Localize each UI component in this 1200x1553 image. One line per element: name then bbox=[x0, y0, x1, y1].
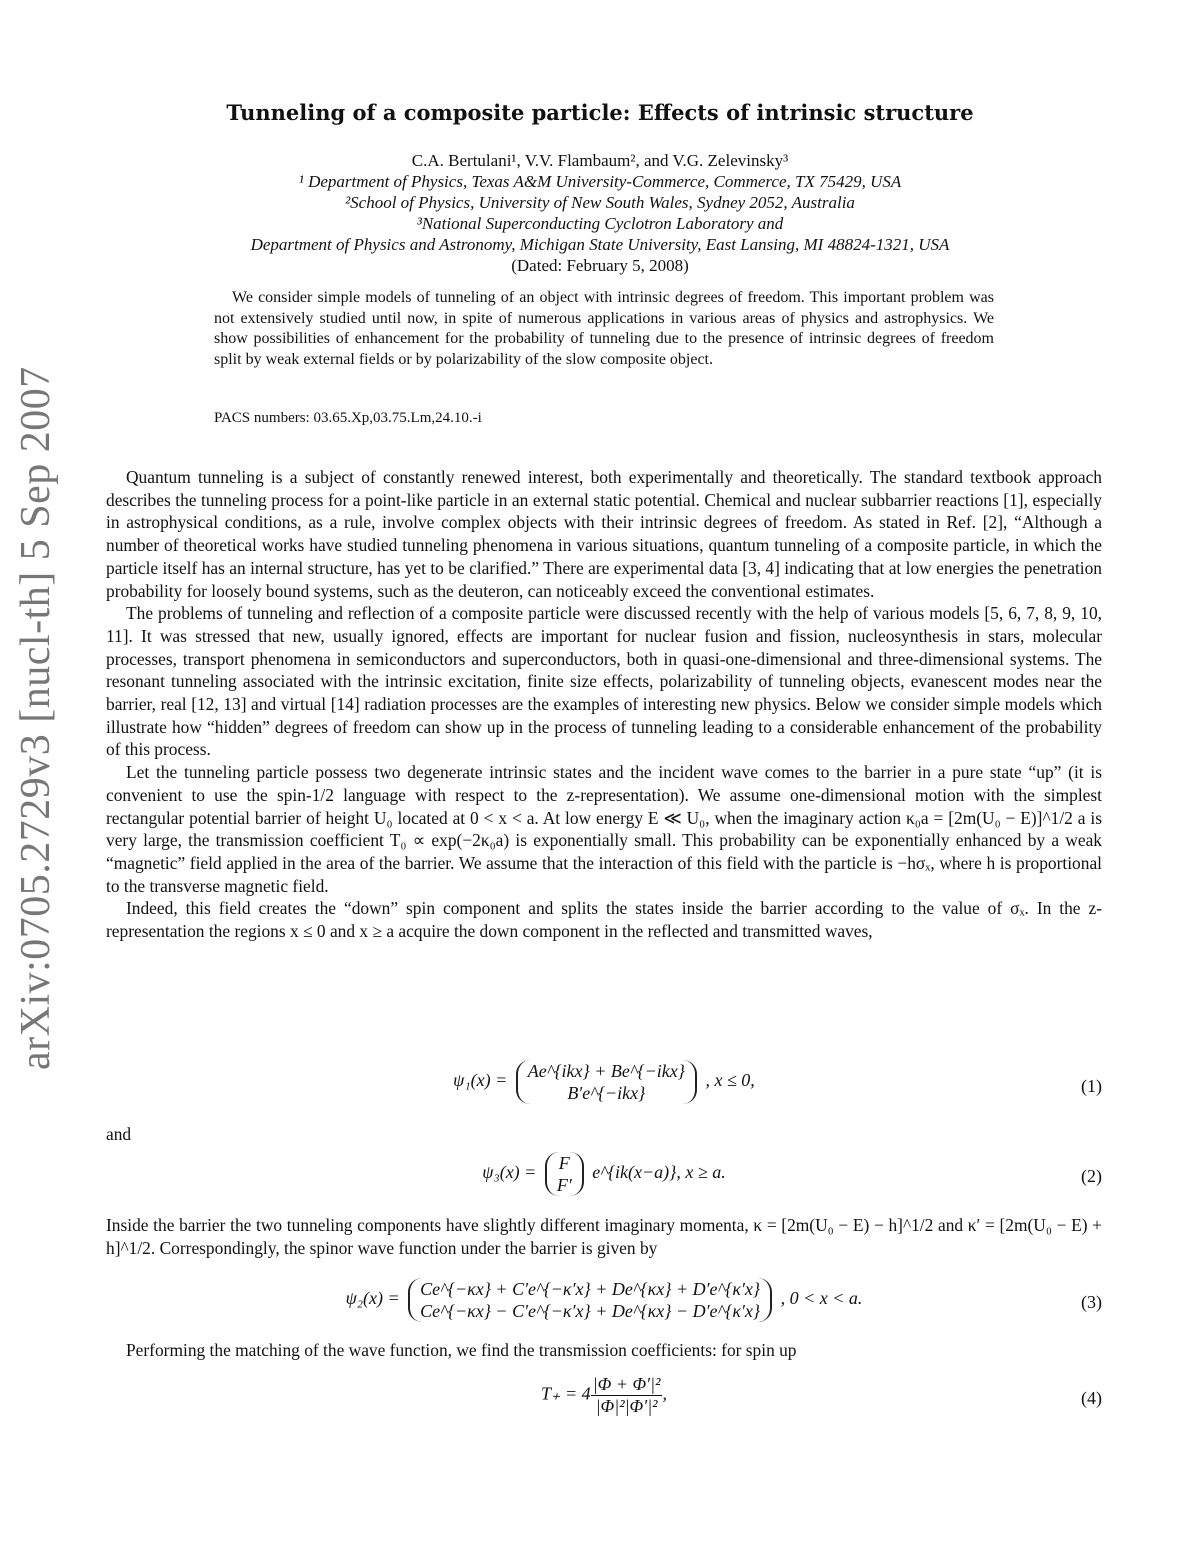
inside-paragraph: Inside the barrier the two tunneling components have slightly different imaginary momenta, κ = [2m(U₀ − E) − h]^1/2 and κ′ = [2m(U₀ − E) + h]^1/2. Correspondingly, the spinor wave function under the barrier is given by bbox=[106, 1215, 1102, 1258]
authors: C.A. Bertulani¹, V.V. Flambaum², and V.G. Zelevinsky³ bbox=[411, 151, 789, 170]
affiliation-1: ¹ Department of Physics, Texas A&M University-Commerce, Commerce, TX 75429, USA bbox=[298, 172, 902, 191]
author-block bbox=[0, 150, 1200, 276]
eq2-rhs: e^{ik(x−a)}, x ≥ a. bbox=[592, 1162, 726, 1183]
equation-3 bbox=[106, 1278, 1102, 1334]
eq3-row2: Ce^{−κx} − C′e^{−κ′x} + De^{κx} − D′e^{κ′x} bbox=[420, 1301, 761, 1321]
eq3-number: (3) bbox=[1081, 1292, 1102, 1312]
body-text-1 bbox=[106, 466, 1102, 943]
eq1-condition: , x ≤ 0, bbox=[705, 1070, 755, 1091]
eq4-fraction bbox=[591, 1374, 663, 1417]
eq3-matrix bbox=[408, 1278, 772, 1322]
eq4-number: (4) bbox=[1081, 1388, 1102, 1408]
eq1-matrix bbox=[516, 1060, 697, 1104]
body-text-2 bbox=[106, 1214, 1102, 1259]
paragraph-1: Quantum tunneling is a subject of constantly renewed interest, both experimentally and theoretically. The standard textbook approach describes the tunneling process for a point-like particle in an external static potential. Chemical and nuclear subbarrier reactions [1], especially in astrophysical conditions, as a rule, involve complex objects with their intrinsic degrees of freedom. As stated in Ref. [2], “Although a number of theoretical works have studied tunneling phenomena in various situations, quantum tunneling of a composite particle, in which the particle itself has an internal structure, has yet to be clarified.” There are experimental data [3, 4] indicating that at low energies the penetration probability for loosely bound systems, such as the deuteron, can noticeably exceed the conventional estimates. bbox=[106, 467, 1102, 601]
body-text-3 bbox=[106, 1339, 1102, 1362]
eq1-row1: Ae^{ikx} + Be^{−ikx} bbox=[527, 1061, 685, 1081]
eq2-lhs: ψ₃(x) = bbox=[482, 1162, 537, 1183]
and-text bbox=[106, 1123, 1102, 1146]
eq4-tail: , bbox=[662, 1383, 667, 1404]
eq3-lhs: ψ₂(x) = bbox=[345, 1288, 400, 1309]
paragraph-2: The problems of tunneling and reflection of a composite particle were discussed recently with the help of various models [5, 6, 7, 8, 9, 10, 11]. It was stressed that new, usually ignored, effects are important for nuclear fusion and fission, nucleosynthesis in stars, molecular processes, transport phenomena in semiconductors and superconductors, both in quasi-one-dimensional and three-dimensional systems. The resonant tunneling associated with the intrinsic excitation, finite size effects, polarizability of tunneling objects, evanescent modes near the barrier, real [12, 13] and virtual [14] radiation processes are the examples of interesting new physics. Below we consider simple models which illustrate how “hidden” degrees of freedom can show up in the process of tunneling leading to a considerable enhancement of the probability of this process. bbox=[106, 603, 1102, 760]
eq1-number: (1) bbox=[1081, 1076, 1102, 1096]
eq2-row1: F bbox=[558, 1153, 570, 1173]
eq2-matrix bbox=[545, 1152, 584, 1196]
eq4-denominator: |Φ|²|Φ′|² bbox=[595, 1396, 658, 1416]
eq1-lhs: ψ₁(x) = bbox=[453, 1070, 508, 1091]
paragraph-3: Let the tunneling particle possess two degenerate intrinsic states and the incident wave comes to the barrier in a pure state “up” (it is convenient to use the spin-1/2 language with respect to the z-representation). We assume one-dimensional motion with the simplest rectangular potential barrier of height U₀ located at 0 < x < a. At low energy E ≪ U₀, when the imaginary action κ₀a = [2m(U₀ − E)]^1/2 a is very large, the transmission coefficient T₀ ∝ exp(−2κ₀a) is exponentially small. This probability can be exponentially enhanced by a weak “magnetic” field applied in the area of the barrier. We assume that the interaction of this field with the particle is −hσₓ, where h is proportional to the transverse magnetic field. bbox=[106, 762, 1102, 896]
pacs-numbers: PACS numbers: 03.65.Xp,03.75.Lm,24.10.-i bbox=[214, 410, 482, 426]
affiliation-3: ³National Superconducting Cyclotron Laboratory and bbox=[416, 214, 784, 233]
abstract: We consider simple models of tunneling of an object with intrinsic degrees of freedom. This important problem was not extensively studied until now, in spite of numerous applications in various areas of physics and astrophysics. We show possibilities of enhancement for the probability of tunneling due to the presence of intrinsic degrees of freedom split by weak external fields or by polarizability of the slow composite object. bbox=[214, 289, 994, 368]
date-line: (Dated: February 5, 2008) bbox=[511, 256, 689, 275]
paper-title: Tunneling of a composite particle: Effects of intrinsic structure bbox=[226, 100, 974, 125]
eq2-number: (2) bbox=[1081, 1166, 1102, 1186]
eq3-row1: Ce^{−κx} + C′e^{−κ′x} + De^{κx} + D′e^{κ′x} bbox=[420, 1279, 761, 1299]
equation-1 bbox=[106, 1060, 1102, 1116]
equation-4 bbox=[106, 1374, 1102, 1426]
affiliation-2: ²School of Physics, University of New South Wales, Sydney 2052, Australia bbox=[345, 193, 855, 212]
eq1-row2: B′e^{−ikx} bbox=[567, 1083, 646, 1103]
eq4-lhs: T₊ = 4 bbox=[541, 1383, 591, 1404]
arxiv-identifier: arXiv:0705.2729v3 [nucl-th] 5 Sep 2007 bbox=[13, 366, 59, 1070]
eq2-row2: F′ bbox=[556, 1175, 572, 1195]
eq4-numerator: |Φ + Φ′|² bbox=[592, 1374, 661, 1394]
paragraph-4: Indeed, this field creates the “down” spin component and splits the states inside the barrier according to the value of σₓ. In the z-representation the regions x ≤ 0 and x ≥ a acquire the down component in the reflected and transmitted waves, bbox=[106, 898, 1102, 942]
affiliation-4: Department of Physics and Astronomy, Michigan State University, East Lansing, MI 48824-1321, USA bbox=[250, 235, 950, 254]
matching-paragraph: Performing the matching of the wave function, we find the transmission coefficients: for spin up bbox=[126, 1340, 797, 1360]
equation-2 bbox=[106, 1152, 1102, 1208]
eq3-condition: , 0 < x < a. bbox=[780, 1288, 863, 1309]
and-line: and bbox=[106, 1124, 132, 1144]
